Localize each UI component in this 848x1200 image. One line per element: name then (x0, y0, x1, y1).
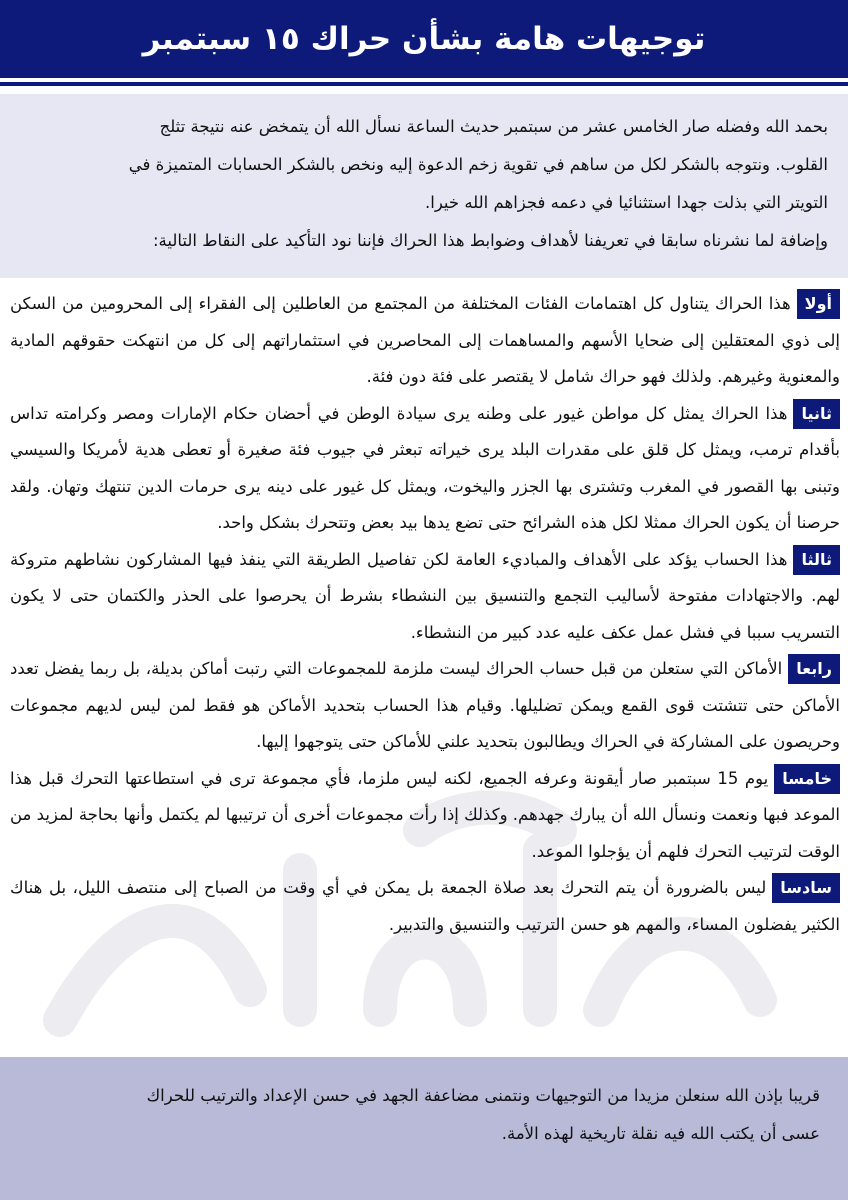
point-text: هذا الحراك يمثل كل مواطن غيور على وطنه يرى سيادة الوطن في أحضان حكام الإمارات ومصر وكرامته تداس بأقدام ترمب، ويمثل كل قلق على مقدرات البلد يرى خيراته تبعثر في جيوب فئة صغيرة أو تعطى هدية لأمريكا والسيسي وتبنى بها القصور في المغرب وتشترى بها الجزر واليخوت، ويمثل كل غيور على دينه يرى حرمات الدين تنتهك وتهان. ولقد حرصنا أن يكون الحراك ممثلا لكل هذه الشرائح حتى تضع يدها بيد بعض وتتحرك بشكل واحد. (10, 403, 840, 532)
point-item (10, 870, 840, 943)
point-label: ثالثا (793, 545, 840, 575)
closing-line: قريبا بإذن الله سنعلن مزيدا من التوجيهات ونتمنى مضاعفة الجهد في حسن الإعداد والترتيب للحراك (146, 1086, 820, 1105)
closing-paragraph (0, 1057, 848, 1153)
intro-line: القلوب. ونتوجه بالشكر لكل من ساهم في تقوية زخم الدعوة إليه ونخص بالشكر الحسابات المتميزة في (128, 155, 828, 174)
closing-line: عسى أن يكتب الله فيه نقلة تاريخية لهذه الأمة. (501, 1124, 820, 1143)
intro-line: وإضافة لما نشرناه سابقا في تعريفنا لأهداف وضوابط هذا الحراك فإننا نود التأكيد على النقاط التالية: (152, 231, 828, 250)
point-item (10, 542, 840, 652)
point-label: رابعا (788, 654, 840, 684)
points-section (0, 286, 848, 1026)
point-text: يوم 15 سبتمبر صار أيقونة وعرفه الجميع، لكنه ليس ملزما، فأي مجموعة ترى في استطاعتها التحرك قبل هذا الموعد فبها ونعمت ونسأل الله أن يبارك جهدهم. وكذلك إذا رأت مجموعات أخرى أن ترتيبها لم يكتمل وأنها بحاجة لمزيد من الوقت لترتيب التحرك فلهم أن يؤجلوا الموعد. (10, 768, 840, 861)
point-label: ثانيا (793, 399, 840, 429)
point-item (10, 396, 840, 542)
point-label: سادسا (772, 873, 840, 903)
closing-box (0, 1057, 848, 1200)
intro-box (0, 94, 848, 278)
point-item (10, 651, 840, 761)
title-underline (0, 82, 848, 86)
page-title: توجيهات هامة بشأن حراك ١٥ سبتمبر (142, 21, 706, 57)
point-label: خامسا (774, 764, 840, 794)
intro-line: بحمد الله وفضله صار الخامس عشر من سبتمبر حديث الساعة نسأل الله أن يتمخض عنه نتيجة تثلج (159, 117, 828, 136)
point-text: هذا الحساب يؤكد على الأهداف والمباديء العامة لكن تفاصيل الطريقة التي ينفذ فيها المشاركون نشاطهم متروكة لهم. والاجتهادات مفتوحة لأساليب التجمع والتنسيق بين النشطاء بشرط أن يحرصوا على الحذر والكتمان حتى لا يكون التسريب سببا في فشل عمل عكف عليه عدد كبير من النشطاء. (10, 549, 840, 642)
point-item (10, 286, 840, 396)
intro-line: التويتر التي بذلت جهدا استثنائيا في دعمه فجزاهم الله خيرا. (424, 193, 828, 212)
point-text: ليس بالضرورة أن يتم التحرك بعد صلاة الجمعة بل يمكن في أي وقت من الصباح إلى منتصف الليل، بل هناك الكثير يفضلون المساء، والمهم هو حسن الترتيب والتنسيق والتدبير. (10, 878, 840, 934)
title-banner (0, 0, 848, 78)
intro-paragraph (0, 94, 848, 260)
point-text: هذا الحراك يتناول كل اهتمامات الفئات المختلفة من المجتمع من العاطلين إلى الفقراء إلى المحرومين من السكن إلى ذوي المعتقلين إلى ضحايا الأسهم والمساهمات إلى المحاصرين في استثماراتهم إلى كل من انتهكت حقوقهم المادية والمعنوية وغيرهم. ولذلك فهو حراك شامل لا يقتصر على فئة دون فئة. (10, 294, 840, 386)
point-item (10, 761, 840, 871)
point-label: أولا (797, 289, 840, 319)
point-text: الأماكن التي ستعلن من قبل حساب الحراك ليست ملزمة للمجموعات التي رتبت أماكن بديلة، بل ربما يفضل تعدد الأماكن حتى تتشتت قوى القمع ويمكن تضليلها. وقيام هذا الحساب بتحديد الأماكن هو فقط لمن ليس لديهم مجموعات وحريصون على المشاركة في الحراك ويطالبون بتحديد علني للأماكن حتى يتوجهوا إليها. (10, 659, 840, 751)
